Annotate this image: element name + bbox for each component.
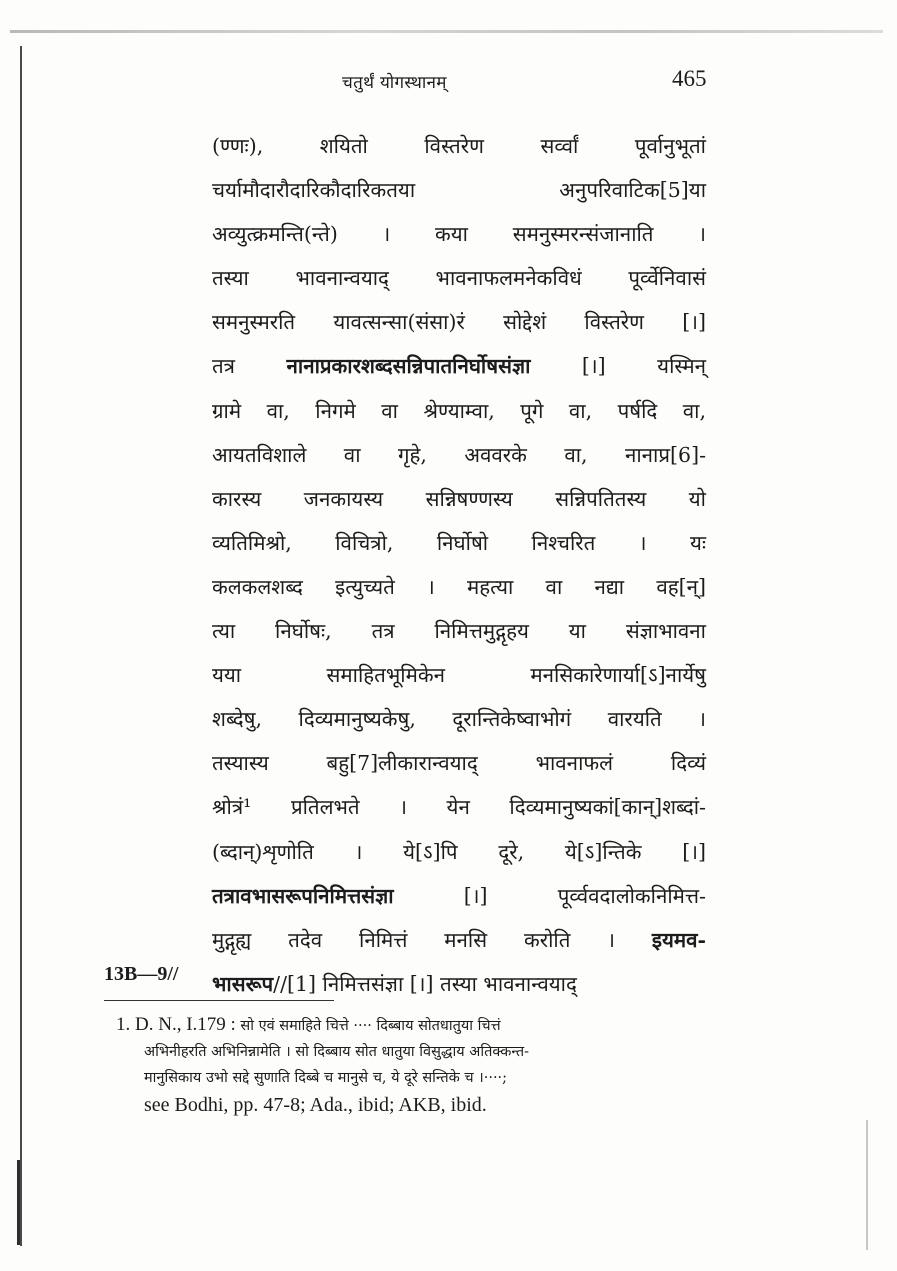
text-run: व्यतिमिश्रो, विचित्रो, निर्घोषो निश्चरित । यः bbox=[212, 530, 706, 555]
text-run: आयतविशाले वा गृहे, अववरके वा, नानाप्र[6]- bbox=[212, 442, 706, 467]
text-run: श्रोत्रं¹ प्रतिलभते । येन दिव्यमानुष्यकां[कान्]शब्दां- bbox=[212, 795, 706, 820]
bold-heading-run: इयमव- bbox=[651, 927, 706, 952]
text-run: (ब्दान्)शृणोति । ये[ऽ]पि दूरे, ये[ऽ]न्तिके [।] bbox=[212, 839, 706, 864]
footnote-pali-text-1: सो एवं समाहिते चित्ते ···· दिब्बाय सोतधातुया चित्तं bbox=[240, 1018, 501, 1034]
text-run: //[1] निमित्तसंज्ञा [।] तस्या भावनान्वयाद् bbox=[273, 971, 577, 996]
text-line bbox=[212, 344, 706, 388]
text-line bbox=[212, 168, 706, 212]
footnote-line-1 bbox=[116, 1012, 712, 1039]
text-line bbox=[212, 830, 706, 874]
footnote-block bbox=[116, 1012, 712, 1119]
text-run: अव्युत्क्रमन्ति(न्ते) । कया समनुस्मरन्संजानाति । bbox=[212, 222, 706, 247]
bold-heading-run: तत्रावभासरूपनिमित्तसंज्ञा bbox=[212, 883, 394, 908]
text-run: तत्र bbox=[212, 354, 287, 379]
footnote-reference: 1. D. N., I.179 : bbox=[116, 1014, 236, 1035]
text-line bbox=[212, 918, 706, 962]
text-line bbox=[212, 697, 706, 741]
text-run: मुद्गृह्य तदेव निमित्तं मनसि करोति । bbox=[212, 927, 652, 952]
footnote-line-2: अभिनीहरति अभिनिन्नामेति । सो दिब्बाय सोत धातुया विसुद्धाय अतिक्कन्त- bbox=[144, 1044, 530, 1060]
text-run: (ण्णः), शयितो विस्तरेण सर्व्वां पूर्वानुभूतां bbox=[212, 134, 706, 158]
footnote-separator bbox=[104, 1000, 334, 1001]
running-title: चतुर्थं योगस्थानम् bbox=[342, 73, 447, 93]
text-run: तस्यास्य बहु[7]लीकारान्वयाद् भावनाफलं दिव्यं bbox=[212, 751, 706, 776]
text-line bbox=[212, 565, 706, 609]
bold-heading-run: नानाप्रकारशब्दसन्निपातनिर्घोषसंज्ञा bbox=[286, 354, 531, 379]
text-line bbox=[212, 433, 706, 477]
text-line bbox=[212, 609, 706, 653]
page-number: 465 bbox=[672, 66, 707, 91]
text-line bbox=[212, 300, 706, 344]
text-line bbox=[212, 653, 706, 697]
text-run: यया समाहितभूमिकेन मनसिकारेणार्या[ऽ]नार्येषु bbox=[212, 663, 706, 688]
scan-left-binding-edge bbox=[20, 46, 22, 1246]
text-run: ग्रामे वा, निगमे वा श्रेण्याम्वा, पूगे वा, पर्षदि वा, bbox=[212, 398, 706, 423]
text-run: [।] यस्मिन् bbox=[530, 354, 706, 379]
footnote-citations: see Bodhi, pp. 47-8; Ada., ibid; AKB, ibid. bbox=[144, 1094, 487, 1116]
scan-top-edge bbox=[10, 30, 883, 33]
text-run: तस्या भावनान्वयाद् भावनाफलमनेकविधं पूर्व्वेनिवासं bbox=[212, 266, 706, 291]
text-line bbox=[212, 256, 706, 300]
text-run: कारस्य जनकायस्य सन्निषण्णस्य सन्निपतितस्य यो bbox=[212, 486, 706, 511]
text-run: समनुस्मरति यावत्सन्सा(संसा)रं सोद्देशं विस्तरेण [।] bbox=[212, 310, 706, 335]
text-line bbox=[212, 874, 706, 918]
footnote-line-3: मानुसिकाय उभो सद्दे सुणाति दिब्बे च मानुसे च, ये दूरे सन्तिके च ।····; bbox=[144, 1070, 508, 1086]
text-run: त्या निर्घोषः, तत्र निमित्तमुद्गृहय या संज्ञाभावना bbox=[212, 619, 706, 644]
text-line bbox=[212, 389, 706, 433]
scan-left-binding-edge-lower bbox=[17, 1160, 20, 1245]
margin-folio-label: 13B—9// bbox=[104, 963, 179, 985]
text-run: कलकलशब्द इत्युच्यते । महत्या वा नद्या वह[न्] bbox=[212, 574, 706, 599]
text-run: चर्यामौदारौदारिकौदारिकतया अनुपरिवाटिक[5]या bbox=[212, 178, 706, 203]
text-run: शब्देषु, दिव्यमानुष्यकेषु, दूरान्तिकेष्वाभोगं वारयति । bbox=[212, 707, 706, 732]
bold-heading-run: भासरूप bbox=[212, 971, 274, 996]
text-line bbox=[212, 124, 706, 168]
text-run: [।] पूर्व्ववदालोकनिमित्त- bbox=[393, 883, 706, 908]
scan-right-edge-mark bbox=[866, 1120, 868, 1250]
text-line bbox=[212, 212, 706, 256]
main-text-block bbox=[212, 124, 706, 1006]
text-line bbox=[212, 785, 706, 829]
text-line bbox=[212, 741, 706, 785]
text-line bbox=[212, 521, 706, 565]
text-line bbox=[212, 477, 706, 521]
